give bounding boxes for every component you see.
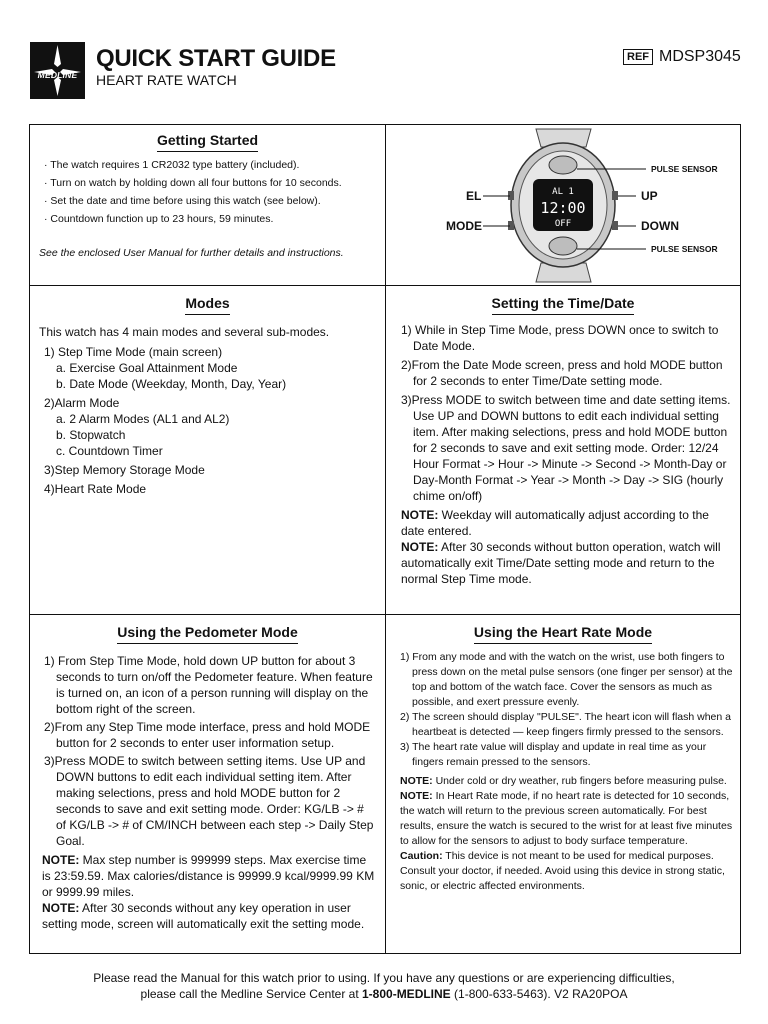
list-item: b. Stopwatch (56, 428, 126, 442)
pedometer-note-1: NOTE: Max step number is 999999 steps. Max exercise time is 23:59.59. Max calories/distance is 99999.9 kcal/9999.99 KM or 9999.99 miles. (42, 853, 375, 899)
medline-phone: 1-800-MEDLINE (362, 987, 451, 1001)
getting-started-list (44, 158, 379, 227)
list-item: 3)Press MODE to switch between time and date setting items. Use UP and DOWN buttons to edit each individual setting item. After making selections, press and hold MODE button for 2 seconds to save and exit setting mode. Order: 12/24 Hour Format -> Hour -> Minute -> Second -> Month-Day or Day-Month Format -> Year -> Month -> Day -> SIG (hourly chime on/off) (401, 393, 731, 503)
list-item: · Set the date and time before using this watch (see below). (44, 195, 321, 207)
list-item: 2)From the Date Mode screen, press and hold MODE button for 2 seconds to enter Time/Date setting mode. (401, 358, 723, 388)
modes-title: Modes (30, 295, 385, 311)
up-button-label: UP (641, 189, 658, 203)
list-item: a. Exercise Goal Attainment Mode (56, 361, 238, 375)
list-item: 3)Press MODE to switch between setting items. Use UP and DOWN buttons to edit each individual setting item. After making selections, press and hold MODE button for 2 seconds to save and exit setting mode. Order: KG/LB -> # of KG/LB -> # of CM/INCH between each step -> Daily Step Goal. (44, 754, 374, 848)
getting-started-note: See the enclosed User Manual for further details and instructions. (39, 247, 344, 259)
time-date-note-1: NOTE: Weekday will automatically adjust according to the date entered. (401, 508, 709, 538)
list-item: c. Countdown Timer (56, 444, 163, 458)
list-item: a. 2 Alarm Modes (AL1 and AL2) (56, 412, 230, 426)
list-item: · Countdown function up to 23 hours, 59 minutes. (44, 213, 274, 225)
mode-button-label: MODE (446, 219, 482, 233)
ref-label: REF (623, 49, 653, 65)
svg-text:12:00: 12:00 (540, 199, 586, 217)
heart-rate-title: Using the Heart Rate Mode (386, 624, 740, 640)
list-item: 1) From Step Time Mode, hold down UP button for about 3 seconds to turn on/off the Pedometer feature. When feature is turned on, an icon of a person running will display on the bottom right of the screen. (44, 654, 373, 716)
list-item: 3) The heart rate value will display and update in real time as your fingers remain pressed to the sensors. (400, 741, 707, 768)
el-button-label: EL (466, 189, 482, 203)
getting-started-title: Getting Started (30, 132, 385, 148)
page-subtitle: HEART RATE WATCH (96, 72, 237, 88)
list-item: 4)Heart Rate Mode (44, 482, 147, 496)
svg-text:OFF: OFF (554, 219, 572, 229)
pulse-sensor-top-label: PULSE SENSOR (651, 164, 718, 174)
list-item: b. Date Mode (Weekday, Month, Day, Year) (56, 377, 287, 391)
list-item: 2)Alarm Mode (44, 396, 120, 410)
heart-rate-caution: Caution: This device is not meant to be used for medical purposes. Consult your doctor, if needed. Avoid using this device in strong static, sonic, or electric affected environments. (400, 850, 725, 892)
page-title: QUICK START GUIDE (96, 45, 336, 72)
watch-icon (386, 125, 740, 285)
list-item: 3)Step Memory Storage Mode (44, 463, 205, 477)
time-date-note-2: NOTE: After 30 seconds without button operation, watch will automatically exit Time/Date setting mode and return to the normal Step Time mode. (401, 540, 721, 586)
footer-line-2: please call the Medline Service Center at 1-800-MEDLINE (1-800-633-5463). V2 RA20POA (140, 987, 628, 1001)
row-divider (30, 614, 740, 615)
document-footer (0, 970, 768, 1002)
time-date-title: Setting the Time/Date (386, 295, 740, 311)
time-date-body (401, 322, 733, 587)
heart-rate-note-1: NOTE: Under cold or dry weather, rub fingers before measuring pulse. (400, 775, 727, 787)
footer-line-1: Please read the Manual for this watch prior to using. If you have any questions or are experiencing difficulties, (93, 971, 675, 985)
list-item: 2)From any Step Time mode interface, press and hold MODE button for 2 seconds to enter user information setup. (44, 720, 371, 750)
ref-number (623, 48, 741, 66)
ref-code: MDSP3045 (659, 48, 741, 65)
modes-intro: This watch has 4 main modes and several sub-modes. (39, 325, 330, 339)
watch-diagram (386, 125, 740, 285)
list-item: 1) Step Time Mode (main screen) (44, 345, 223, 359)
content-grid (29, 124, 741, 954)
medline-logo (30, 42, 85, 99)
document-header (0, 0, 768, 120)
svg-text:AL 1: AL 1 (552, 187, 574, 197)
pulse-sensor-bottom-label: PULSE SENSOR (651, 244, 718, 254)
pedometer-note-2: NOTE: After 30 seconds without any key operation in user setting mode, screen will automatically exit the setting mode. (42, 901, 365, 931)
list-item: · Turn on watch by holding down all four buttons for 10 seconds. (44, 177, 342, 189)
row-divider (30, 285, 740, 286)
pedometer-body (44, 653, 376, 932)
pedometer-title: Using the Pedometer Mode (30, 624, 385, 640)
list-item: · The watch requires 1 CR2032 type battery (included). (44, 159, 300, 171)
down-button-label: DOWN (641, 219, 679, 233)
heart-rate-note-2: NOTE: In Heart Rate mode, if no heart rate is detected for 10 seconds, the watch will return to the previous screen automatically. For best results, ensure the watch is secured to the wrist for at least five minutes to allow for the sensors to adjust to body surface temperature. (400, 790, 733, 847)
logo-text: MEDLINE (37, 70, 78, 80)
list-item: 1) From any mode and with the watch on the wrist, use both fingers to press down on the metal pulse sensors (one finger per sensor) at the top and bottom of the watch face. Cover the sensors as much as possible, and exert pressure evenly. (400, 651, 733, 708)
modes-body (39, 324, 379, 497)
heart-rate-body (400, 650, 734, 894)
list-item: 2) The screen should display "PULSE". The heart icon will flash when a heartbeat is detected — keep fingers firmly pressed to the sensors. (400, 711, 731, 738)
list-item: 1) While in Step Time Mode, press DOWN once to switch to Date Mode. (401, 323, 719, 353)
